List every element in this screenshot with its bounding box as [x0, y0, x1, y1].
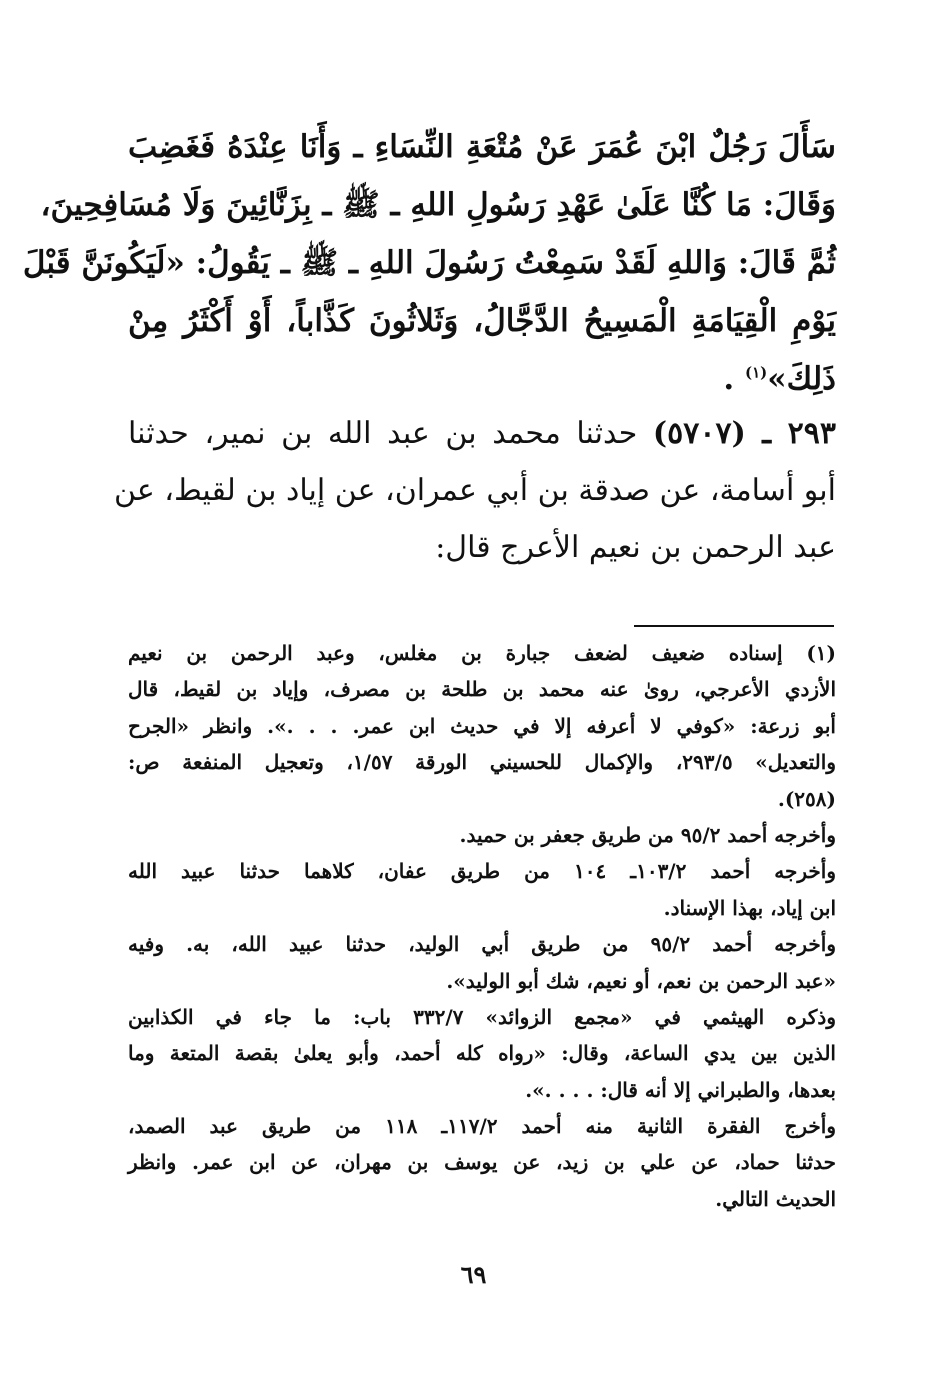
footnotes [128, 635, 836, 1217]
hadith-line-end: ذَلِكَ» [767, 361, 836, 397]
footnote-line: بعدها، والطبراني إلا أنه قال: . . . .». [525, 1077, 836, 1102]
isnad-text: حدثنا محمد بن عبد الله بن نمير، حدثنا [128, 416, 638, 451]
footnote-line: وذكره الهيثمي في «مجمع الزوائد» ٣٣٢/٧ باب: ما جاء في الكذابين [128, 1004, 836, 1029]
hadith-line: سَأَلَ رَجُلٌ ابْنَ عُمَرَ عَنْ مُتْعَةِ النِّسَاءِ ـ وَأَنَا عِنْدَهُ فَغَضِبَ [128, 129, 836, 165]
footnote-line: ابن إياد، بهذا الإسناد. [663, 895, 836, 920]
hadith-line: وَقَالَ: مَا كُنَّا عَلَىٰ عَهْدِ رَسُولِ اللهِ ـ ﷺ ـ بِزَنَّائِينَ وَلَا مُسَافِحِينَ، [40, 187, 836, 223]
footnote-line: «عبد الرحمن بن نعم، أو نعيم، شك أبو الوليد». [446, 968, 836, 993]
footnote-line: (٢٥٨). [777, 786, 836, 811]
hadith-number: ٢٩٣ ـ (٥٧٠٧) [652, 416, 836, 451]
footnote-line: الحديث التالي. [715, 1186, 836, 1211]
isnad-line: عبد الرحمن بن نعيم الأعرج قال: [435, 530, 836, 565]
footnote-line: حدثنا حماد، عن علي بن زيد، عن يوسف بن مهران، عن ابن عمر. وانظر [128, 1150, 836, 1175]
footnote-line: وأخرج الفقرة الثانية منه أحمد ١١٧/٢ـ ١١٨ من طريق عبد الصمد، [128, 1114, 837, 1139]
footnote-divider [634, 625, 834, 627]
hadith-end-mark: . [723, 361, 735, 397]
isnad-paragraph [113, 405, 836, 576]
footnote-line: والتعديل» ٢٩٣/٥، والإكمال للحسيني الورقة ١/٥٧، وتعجيل المنفعة ص: [128, 750, 836, 775]
hadith-line: ثُمَّ قَالَ: وَاللهِ لَقَدْ سَمِعْتُ رَسُولَ اللهِ ـ ﷺ ـ يَقُولُ: «لَيَكُونَنَّ قَبْلَ [22, 245, 836, 281]
footnote-line: أبو زرعة: «كوفي لا أعرفه إلا في حديث ابن عمر. . . .». وانظر «الجرح [128, 713, 836, 738]
hadith-line-last [128, 350, 836, 408]
footnote-line: وأخرجه أحمد ١٠٣/٢ـ ١٠٤ من طريق عفان، كلاهما حدثنا عبيد الله [128, 859, 836, 884]
footnote-line: وأخرجه أحمد ٩٥/٢ من طريق جعفر بن حميد. [459, 822, 836, 847]
footnote-reference: (١) [744, 363, 768, 382]
footnote-line: (١) إسناده ضعيف لضعف جبارة بن مغلس، وعبد الرحمن بن نعيم [128, 641, 836, 665]
hadith-text [22, 118, 836, 408]
footnote-line: الأزدي الأعرجي، روىٰ عنه محمد بن طلحة بن مصرف، وإياد بن لقيط، قال [128, 677, 836, 702]
hadith-line: يَوْمِ الْقِيَامَةِ الْمَسِيحُ الدَّجَّالُ، وَثَلاثُونَ كَذَّاباً، أَوْ أَكْثَرُ مِنْ [128, 303, 836, 339]
footnote-line: الذين بين يدي الساعة، وقال: «رواه كله أحمد، وأبو يعلىٰ بقصة المتعة وما [128, 1041, 836, 1066]
page-number: ٦٩ [460, 1260, 487, 1289]
isnad-line: أبو أسامة، عن صدقة بن أبي عمران، عن إياد بن لقيط، عن [113, 473, 836, 508]
footnote-line: وأخرجه أحمد ٩٥/٢ من طريق أبي الوليد، حدثنا عبيد الله، به. وفيه [128, 932, 836, 957]
isnad-line [128, 405, 836, 462]
